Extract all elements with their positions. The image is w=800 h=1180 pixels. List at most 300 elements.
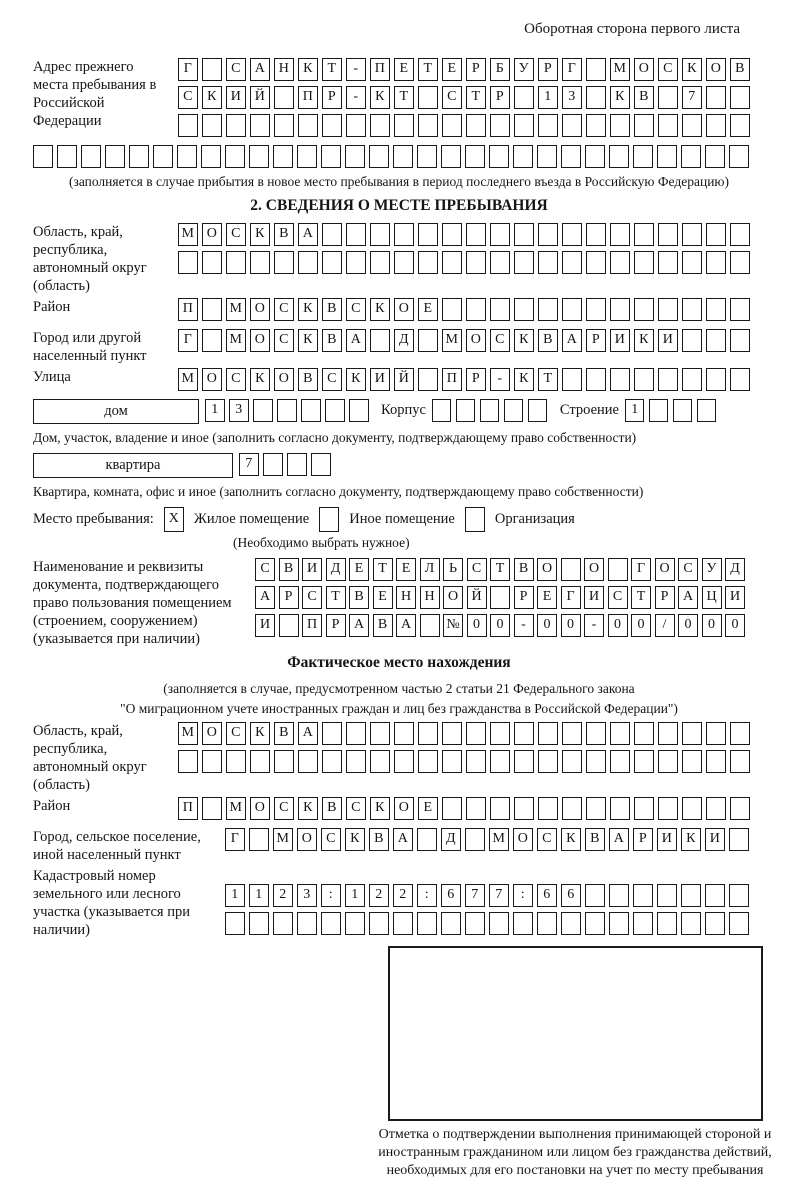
char-box[interactable]: [202, 298, 222, 321]
char-box[interactable]: Й: [394, 368, 414, 391]
char-box[interactable]: 0: [561, 614, 581, 637]
char-box[interactable]: [346, 251, 366, 274]
char-box[interactable]: П: [178, 298, 198, 321]
char-box[interactable]: Т: [631, 586, 651, 609]
char-box[interactable]: [287, 453, 307, 476]
char-box[interactable]: С: [178, 86, 198, 109]
char-box[interactable]: [263, 453, 283, 476]
char-box[interactable]: [277, 399, 297, 422]
char-box[interactable]: [345, 145, 365, 168]
char-box[interactable]: Т: [466, 86, 486, 109]
char-box[interactable]: К: [370, 86, 390, 109]
char-box[interactable]: [393, 912, 413, 935]
char-box[interactable]: [249, 145, 269, 168]
char-box[interactable]: [586, 368, 606, 391]
char-box[interactable]: [129, 145, 149, 168]
char-box[interactable]: [610, 750, 630, 773]
char-box[interactable]: К: [346, 368, 366, 391]
char-box[interactable]: [706, 223, 726, 246]
char-box[interactable]: 1: [249, 884, 269, 907]
char-box[interactable]: [273, 145, 293, 168]
char-box[interactable]: С: [322, 368, 342, 391]
char-box[interactable]: К: [250, 223, 270, 246]
char-box[interactable]: [420, 614, 440, 637]
char-box[interactable]: [322, 722, 342, 745]
char-box[interactable]: [322, 114, 342, 137]
char-box[interactable]: [730, 223, 750, 246]
char-box[interactable]: [658, 298, 678, 321]
char-box[interactable]: -: [490, 368, 510, 391]
char-box[interactable]: [706, 251, 726, 274]
char-box[interactable]: К: [298, 298, 318, 321]
char-box[interactable]: -: [346, 86, 366, 109]
checkbox-residential[interactable]: [164, 507, 184, 532]
char-box[interactable]: [634, 750, 654, 773]
char-box[interactable]: [586, 797, 606, 820]
char-box[interactable]: [730, 251, 750, 274]
char-box[interactable]: [346, 750, 366, 773]
char-box[interactable]: К: [681, 828, 701, 851]
char-box[interactable]: [682, 223, 702, 246]
char-box[interactable]: [514, 251, 534, 274]
char-box[interactable]: А: [346, 329, 366, 352]
char-box[interactable]: М: [226, 797, 246, 820]
char-box[interactable]: Т: [373, 558, 393, 581]
char-box[interactable]: М: [178, 223, 198, 246]
char-box[interactable]: 7: [239, 453, 259, 476]
char-box[interactable]: [466, 251, 486, 274]
char-box[interactable]: [658, 368, 678, 391]
char-box[interactable]: [442, 750, 462, 773]
char-box[interactable]: И: [255, 614, 275, 637]
char-box[interactable]: Д: [441, 828, 461, 851]
district-grid[interactable]: [178, 298, 765, 322]
char-box[interactable]: [417, 145, 437, 168]
char-box[interactable]: [730, 298, 750, 321]
char-box[interactable]: [370, 251, 390, 274]
char-box[interactable]: [298, 750, 318, 773]
char-box[interactable]: Т: [326, 586, 346, 609]
char-box[interactable]: О: [655, 558, 675, 581]
char-box[interactable]: В: [349, 586, 369, 609]
char-box[interactable]: [537, 912, 557, 935]
char-box[interactable]: В: [634, 86, 654, 109]
char-box[interactable]: М: [226, 298, 246, 321]
char-box[interactable]: О: [202, 368, 222, 391]
char-box[interactable]: [466, 114, 486, 137]
char-box[interactable]: [658, 722, 678, 745]
char-box[interactable]: Р: [633, 828, 653, 851]
char-box[interactable]: М: [226, 329, 246, 352]
char-box[interactable]: М: [489, 828, 509, 851]
char-box[interactable]: Е: [418, 797, 438, 820]
char-box[interactable]: X: [164, 507, 184, 532]
checkbox-organization[interactable]: [465, 507, 485, 532]
char-box[interactable]: И: [725, 586, 745, 609]
char-box[interactable]: А: [349, 614, 369, 637]
char-box[interactable]: В: [322, 329, 342, 352]
char-box[interactable]: 2: [273, 884, 293, 907]
char-box[interactable]: [706, 329, 726, 352]
char-box[interactable]: К: [610, 86, 630, 109]
char-box[interactable]: [586, 750, 606, 773]
char-box[interactable]: [370, 722, 390, 745]
char-box[interactable]: П: [442, 368, 462, 391]
char-box[interactable]: [705, 912, 725, 935]
char-box[interactable]: [466, 750, 486, 773]
char-box[interactable]: [634, 368, 654, 391]
char-box[interactable]: А: [609, 828, 629, 851]
char-box[interactable]: С: [226, 58, 246, 81]
char-box[interactable]: [538, 722, 558, 745]
char-box[interactable]: [538, 750, 558, 773]
char-box[interactable]: [202, 58, 222, 81]
char-box[interactable]: В: [514, 558, 534, 581]
char-box[interactable]: [586, 722, 606, 745]
char-box[interactable]: [706, 797, 726, 820]
char-box[interactable]: Й: [467, 586, 487, 609]
char-box[interactable]: [279, 614, 299, 637]
char-box[interactable]: С: [302, 586, 322, 609]
char-box[interactable]: О: [297, 828, 317, 851]
char-box[interactable]: [586, 223, 606, 246]
char-box[interactable]: :: [417, 884, 437, 907]
char-box[interactable]: Р: [514, 586, 534, 609]
char-box[interactable]: Г: [562, 58, 582, 81]
char-box[interactable]: С: [226, 722, 246, 745]
char-box[interactable]: [322, 251, 342, 274]
char-box[interactable]: 1: [345, 884, 365, 907]
char-box[interactable]: В: [274, 223, 294, 246]
region-grid-row-2[interactable]: [178, 251, 765, 275]
char-box[interactable]: [325, 399, 345, 422]
char-box[interactable]: И: [370, 368, 390, 391]
char-box[interactable]: [394, 722, 414, 745]
char-box[interactable]: К: [298, 58, 318, 81]
char-box[interactable]: [394, 750, 414, 773]
char-box[interactable]: [562, 251, 582, 274]
char-box[interactable]: [682, 298, 702, 321]
char-box[interactable]: [466, 722, 486, 745]
char-box[interactable]: С: [658, 58, 678, 81]
char-box[interactable]: [608, 558, 628, 581]
char-box[interactable]: 0: [537, 614, 557, 637]
char-box[interactable]: [538, 223, 558, 246]
char-box[interactable]: [201, 145, 221, 168]
char-box[interactable]: [682, 797, 702, 820]
char-box[interactable]: С: [490, 329, 510, 352]
char-box[interactable]: [729, 145, 749, 168]
char-box[interactable]: [456, 399, 476, 422]
char-box[interactable]: У: [702, 558, 722, 581]
char-box[interactable]: [370, 114, 390, 137]
char-box[interactable]: [202, 329, 222, 352]
char-box[interactable]: К: [682, 58, 702, 81]
char-box[interactable]: [586, 58, 606, 81]
char-box[interactable]: [202, 750, 222, 773]
char-box[interactable]: С: [678, 558, 698, 581]
char-box[interactable]: [514, 722, 534, 745]
char-box[interactable]: [514, 750, 534, 773]
char-box[interactable]: [730, 722, 750, 745]
char-box[interactable]: [490, 797, 510, 820]
char-box[interactable]: О: [537, 558, 557, 581]
char-box[interactable]: [370, 223, 390, 246]
char-box[interactable]: [682, 251, 702, 274]
char-box[interactable]: [706, 86, 726, 109]
char-box[interactable]: [226, 251, 246, 274]
char-box[interactable]: И: [658, 329, 678, 352]
char-box[interactable]: С: [537, 828, 557, 851]
char-box[interactable]: Р: [466, 368, 486, 391]
char-box[interactable]: [442, 298, 462, 321]
char-box[interactable]: [418, 114, 438, 137]
char-box[interactable]: [490, 586, 510, 609]
char-box[interactable]: М: [442, 329, 462, 352]
apartment-number-grid[interactable]: [239, 453, 335, 477]
char-box[interactable]: [673, 399, 693, 422]
char-box[interactable]: [466, 223, 486, 246]
char-box[interactable]: :: [513, 884, 533, 907]
char-box[interactable]: [657, 145, 677, 168]
char-box[interactable]: Д: [725, 558, 745, 581]
char-box[interactable]: Е: [418, 298, 438, 321]
char-box[interactable]: [394, 251, 414, 274]
char-box[interactable]: И: [610, 329, 630, 352]
char-box[interactable]: [441, 145, 461, 168]
char-box[interactable]: Д: [394, 329, 414, 352]
char-box[interactable]: [105, 145, 125, 168]
char-box[interactable]: [561, 912, 581, 935]
char-box[interactable]: Г: [178, 58, 198, 81]
char-box[interactable]: А: [298, 223, 318, 246]
char-box[interactable]: А: [562, 329, 582, 352]
char-box[interactable]: Н: [420, 586, 440, 609]
char-box[interactable]: [730, 86, 750, 109]
char-box[interactable]: [562, 223, 582, 246]
char-box[interactable]: 7: [489, 884, 509, 907]
char-box[interactable]: Р: [326, 614, 346, 637]
char-box[interactable]: С: [608, 586, 628, 609]
char-box[interactable]: [504, 399, 524, 422]
char-box[interactable]: А: [678, 586, 698, 609]
char-box[interactable]: В: [369, 828, 389, 851]
char-box[interactable]: 7: [682, 86, 702, 109]
char-box[interactable]: [202, 114, 222, 137]
char-box[interactable]: С: [274, 329, 294, 352]
char-box[interactable]: О: [202, 223, 222, 246]
char-box[interactable]: [417, 828, 437, 851]
char-box[interactable]: [274, 750, 294, 773]
char-box[interactable]: С: [226, 368, 246, 391]
char-box[interactable]: [562, 298, 582, 321]
char-box[interactable]: [528, 399, 548, 422]
document-grid-row-2[interactable]: [255, 586, 765, 610]
char-box[interactable]: -: [346, 58, 366, 81]
char-box[interactable]: [393, 145, 413, 168]
char-box[interactable]: В: [274, 722, 294, 745]
char-box[interactable]: А: [393, 828, 413, 851]
char-box[interactable]: И: [302, 558, 322, 581]
char-box[interactable]: [432, 399, 452, 422]
char-box[interactable]: [561, 558, 581, 581]
char-box[interactable]: [298, 251, 318, 274]
char-box[interactable]: [346, 223, 366, 246]
char-box[interactable]: [682, 329, 702, 352]
char-box[interactable]: А: [396, 614, 416, 637]
char-box[interactable]: [297, 912, 317, 935]
char-box[interactable]: [514, 114, 534, 137]
char-box[interactable]: [442, 722, 462, 745]
char-box[interactable]: [250, 251, 270, 274]
char-box[interactable]: О: [250, 329, 270, 352]
char-box[interactable]: Ц: [702, 586, 722, 609]
cadastral-grid-row-2[interactable]: [225, 912, 765, 936]
document-grid-row-3[interactable]: [255, 614, 765, 638]
char-box[interactable]: О: [394, 797, 414, 820]
char-box[interactable]: Р: [655, 586, 675, 609]
char-box[interactable]: [682, 368, 702, 391]
stroenie-grid[interactable]: [625, 399, 721, 423]
char-box[interactable]: [345, 912, 365, 935]
char-box[interactable]: [610, 722, 630, 745]
char-box[interactable]: [394, 114, 414, 137]
char-box[interactable]: В: [322, 797, 342, 820]
char-box[interactable]: [274, 86, 294, 109]
char-box[interactable]: И: [584, 586, 604, 609]
char-box[interactable]: 1: [205, 399, 225, 422]
char-box[interactable]: [370, 750, 390, 773]
char-box[interactable]: [649, 399, 669, 422]
char-box[interactable]: [489, 912, 509, 935]
char-box[interactable]: [514, 797, 534, 820]
char-box[interactable]: [274, 114, 294, 137]
char-box[interactable]: С: [467, 558, 487, 581]
char-box[interactable]: [730, 750, 750, 773]
char-box[interactable]: К: [514, 329, 534, 352]
char-box[interactable]: [465, 145, 485, 168]
char-box[interactable]: [609, 884, 629, 907]
char-box[interactable]: [681, 145, 701, 168]
char-box[interactable]: [514, 86, 534, 109]
char-box[interactable]: [442, 251, 462, 274]
char-box[interactable]: [586, 251, 606, 274]
char-box[interactable]: О: [443, 586, 463, 609]
char-box[interactable]: 2: [369, 884, 389, 907]
char-box[interactable]: [202, 797, 222, 820]
char-box[interactable]: Р: [279, 586, 299, 609]
char-box[interactable]: Р: [490, 86, 510, 109]
char-box[interactable]: 7: [465, 884, 485, 907]
char-box[interactable]: О: [513, 828, 533, 851]
char-box[interactable]: У: [514, 58, 534, 81]
char-box[interactable]: Р: [466, 58, 486, 81]
char-box[interactable]: [418, 722, 438, 745]
char-box[interactable]: [253, 399, 273, 422]
char-box[interactable]: [346, 722, 366, 745]
fact-settlement-grid[interactable]: [225, 828, 765, 852]
char-box[interactable]: П: [370, 58, 390, 81]
char-box[interactable]: С: [226, 223, 246, 246]
char-box[interactable]: С: [346, 298, 366, 321]
char-box[interactable]: №: [443, 614, 463, 637]
char-box[interactable]: К: [561, 828, 581, 851]
char-box[interactable]: И: [705, 828, 725, 851]
char-box[interactable]: [513, 912, 533, 935]
char-box[interactable]: П: [178, 797, 198, 820]
char-box[interactable]: Г: [561, 586, 581, 609]
char-box[interactable]: [311, 453, 331, 476]
char-box[interactable]: [705, 884, 725, 907]
char-box[interactable]: Н: [274, 58, 294, 81]
char-box[interactable]: [490, 298, 510, 321]
char-box[interactable]: [634, 114, 654, 137]
char-box[interactable]: В: [585, 828, 605, 851]
char-box[interactable]: [634, 722, 654, 745]
char-box[interactable]: [682, 722, 702, 745]
char-box[interactable]: [586, 114, 606, 137]
char-box[interactable]: [697, 399, 717, 422]
char-box[interactable]: О: [202, 722, 222, 745]
char-box[interactable]: [418, 223, 438, 246]
char-box[interactable]: Е: [394, 58, 414, 81]
char-box[interactable]: [418, 368, 438, 391]
char-box[interactable]: П: [302, 614, 322, 637]
prev-address-grid-row-4[interactable]: [33, 145, 765, 169]
char-box[interactable]: [706, 114, 726, 137]
char-box[interactable]: С: [346, 797, 366, 820]
char-box[interactable]: М: [273, 828, 293, 851]
char-box[interactable]: [729, 884, 749, 907]
char-box[interactable]: [490, 750, 510, 773]
char-box[interactable]: С: [442, 86, 462, 109]
char-box[interactable]: М: [178, 368, 198, 391]
char-box[interactable]: 6: [561, 884, 581, 907]
char-box[interactable]: [369, 912, 389, 935]
char-box[interactable]: [349, 399, 369, 422]
char-box[interactable]: 6: [441, 884, 461, 907]
char-box[interactable]: Г: [178, 329, 198, 352]
char-box[interactable]: [585, 884, 605, 907]
street-grid[interactable]: [178, 368, 765, 392]
char-box[interactable]: [346, 114, 366, 137]
char-box[interactable]: [249, 828, 269, 851]
char-box[interactable]: [586, 298, 606, 321]
char-box[interactable]: К: [250, 368, 270, 391]
char-box[interactable]: К: [298, 329, 318, 352]
char-box[interactable]: [610, 298, 630, 321]
char-box[interactable]: -: [514, 614, 534, 637]
char-box[interactable]: [202, 251, 222, 274]
char-box[interactable]: [633, 884, 653, 907]
char-box[interactable]: А: [298, 722, 318, 745]
char-box[interactable]: Р: [586, 329, 606, 352]
char-box[interactable]: [226, 750, 246, 773]
char-box[interactable]: [490, 114, 510, 137]
char-box[interactable]: О: [250, 298, 270, 321]
char-box[interactable]: О: [584, 558, 604, 581]
char-box[interactable]: 0: [678, 614, 698, 637]
char-box[interactable]: 3: [562, 86, 582, 109]
char-box[interactable]: [153, 145, 173, 168]
char-box[interactable]: [226, 114, 246, 137]
char-box[interactable]: Б: [490, 58, 510, 81]
char-box[interactable]: [538, 114, 558, 137]
char-box[interactable]: [466, 797, 486, 820]
char-box[interactable]: [634, 251, 654, 274]
char-box[interactable]: [490, 251, 510, 274]
char-box[interactable]: [633, 145, 653, 168]
